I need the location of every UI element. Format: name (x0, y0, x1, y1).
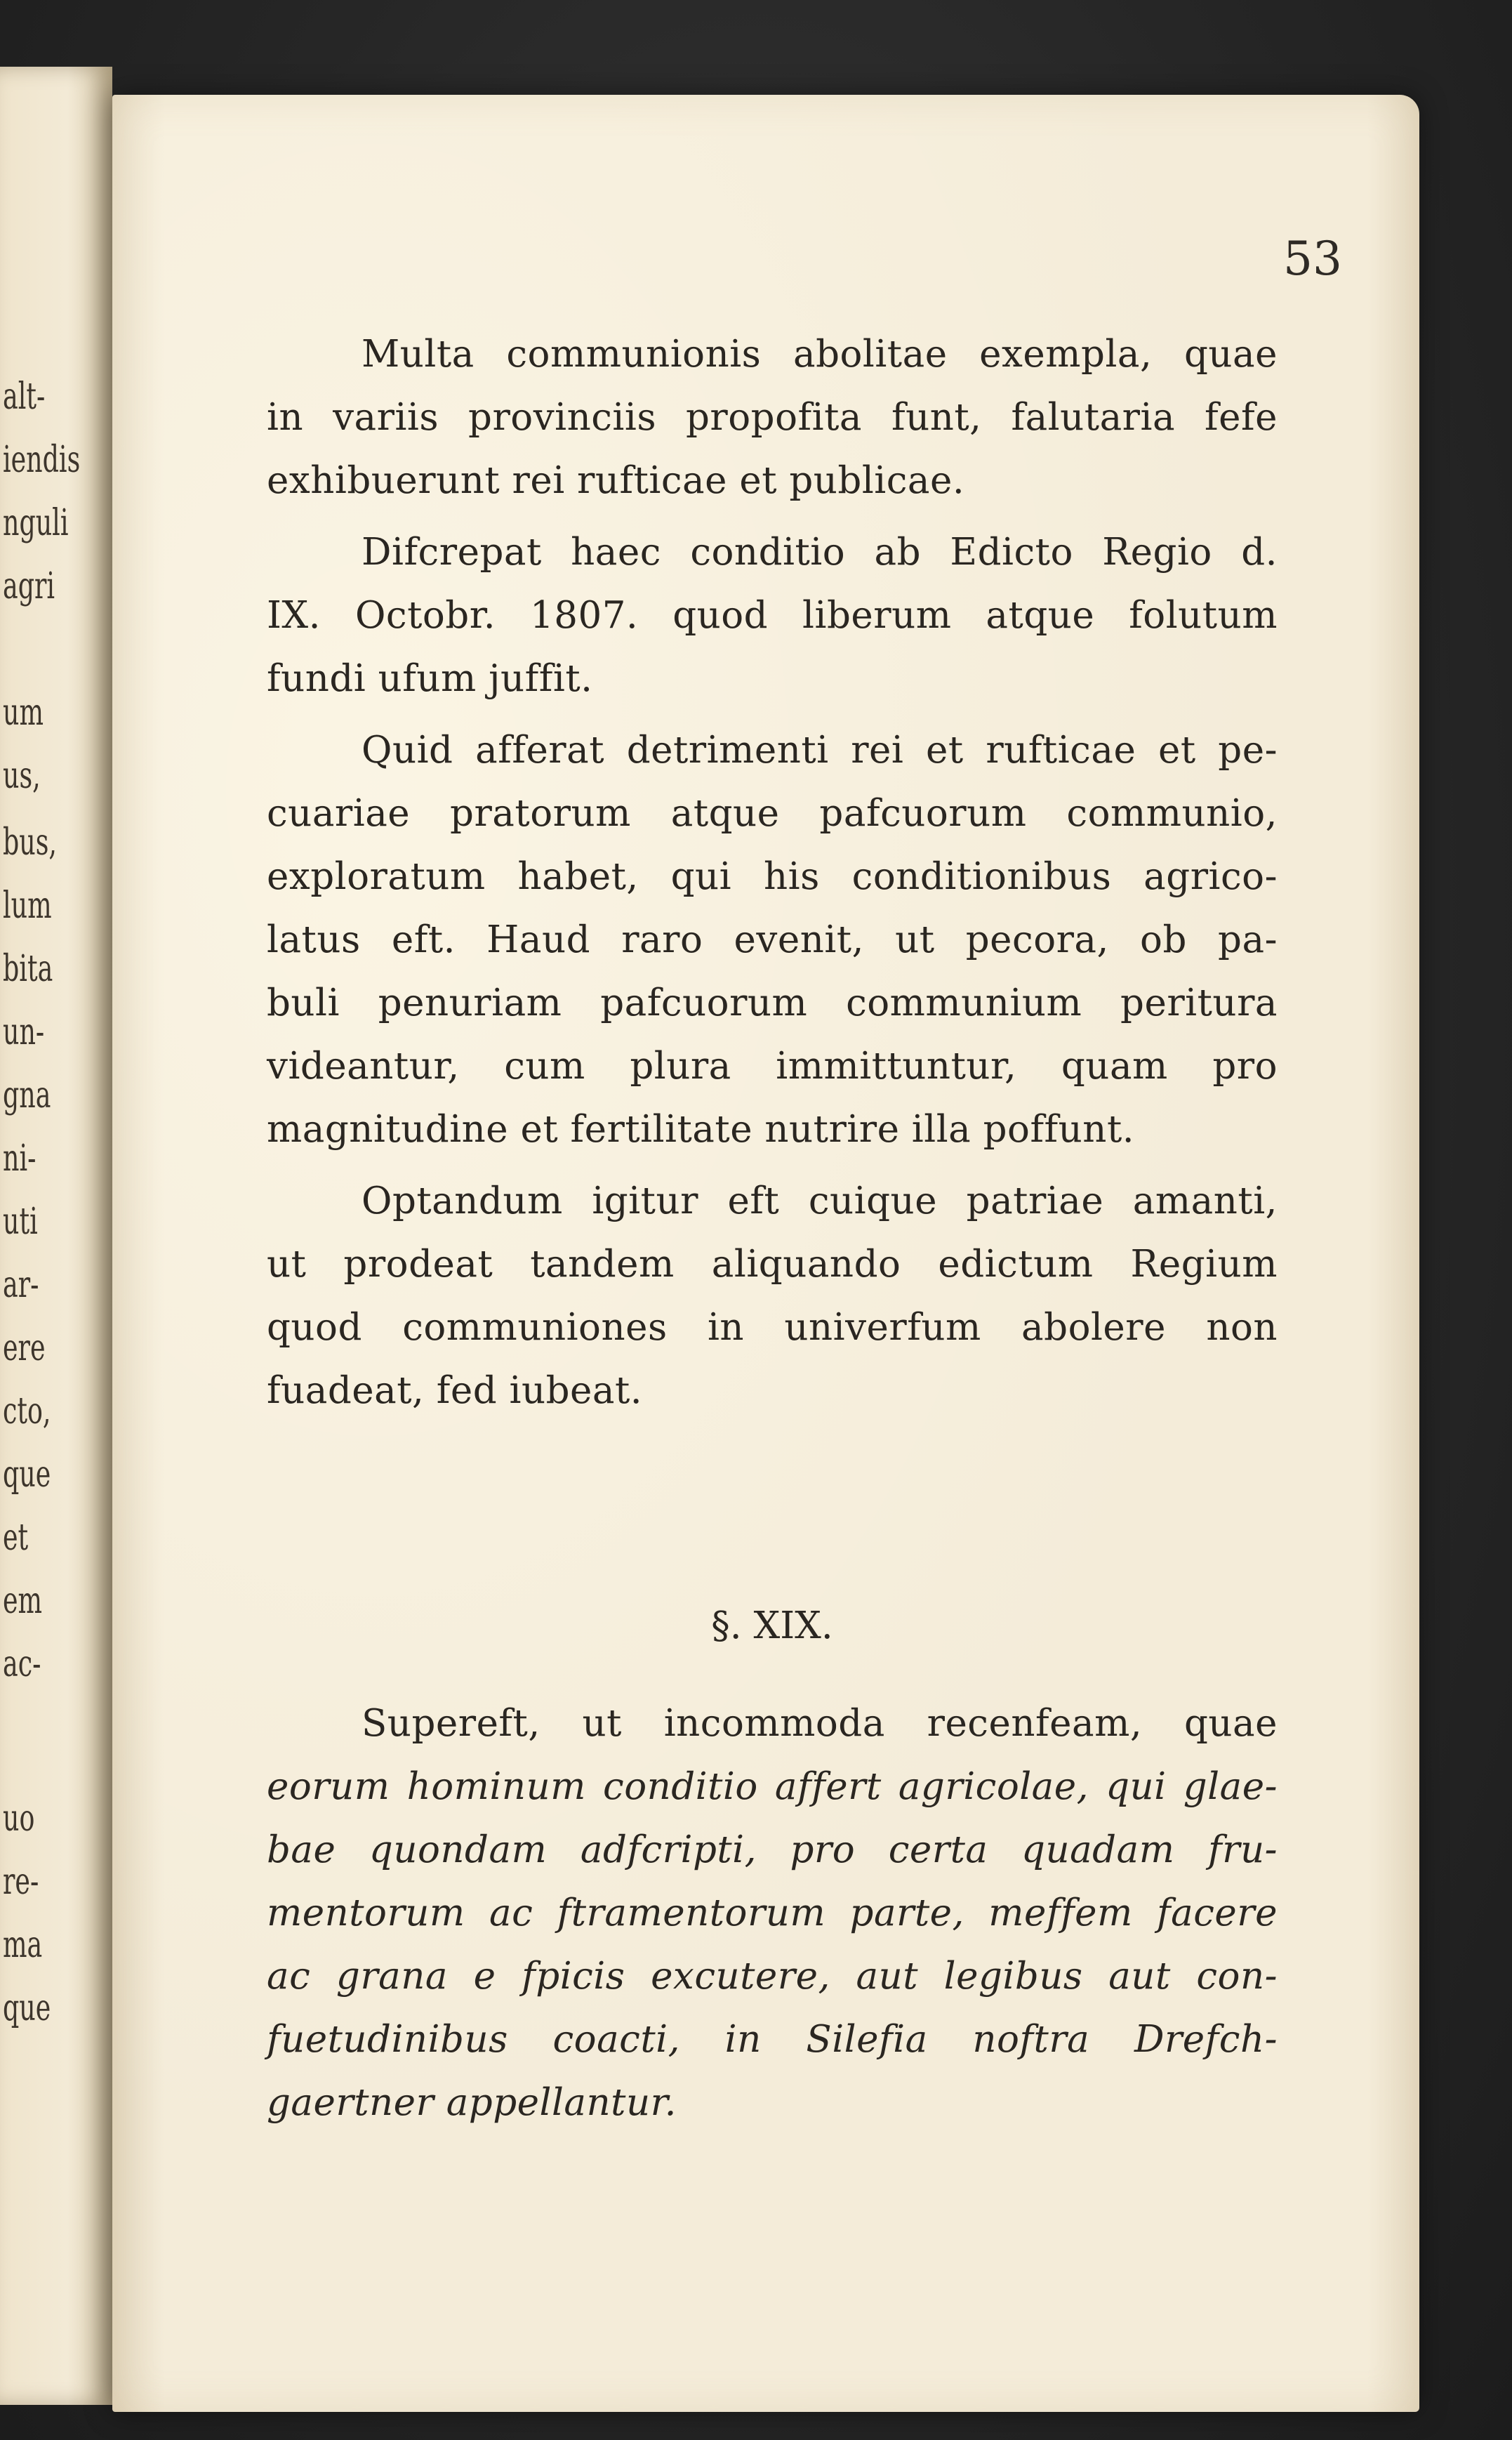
left-fragment: ni- (3, 1137, 37, 1180)
left-fragment: iendis (3, 439, 81, 481)
left-fragment: ar- (3, 1264, 39, 1306)
left-fragment: et (3, 1517, 29, 1559)
paragraph-4 (267, 1170, 1278, 1423)
left-fragment: bus, (3, 822, 57, 864)
left-fragment: uti (3, 1201, 38, 1243)
left-fragment: bita (3, 948, 53, 990)
left-fragment: cto, (3, 1390, 51, 1432)
text-line: gaertner appellantur. (267, 2081, 677, 2124)
text-line: bae quondam adfcripti, pro certa quadam fru- (267, 1828, 1278, 1871)
text-line: magnitudine et fertilitate nutrire illa poffunt. (267, 1108, 1135, 1151)
text-line: IX. Octobr. 1807. quod liberum atque folutum (267, 594, 1278, 637)
left-fragment: que (3, 1453, 51, 1496)
section-heading: §. XIX. (711, 1604, 833, 1647)
left-page-edge (0, 67, 112, 2405)
text-line: fundi ufum juffit. (267, 657, 593, 700)
text-line: Quid afferat detrimenti rei et rufticae et pe- (362, 729, 1278, 772)
text-line-content: Difcrepat haec conditio ab Edicto Regio d. (362, 531, 1278, 574)
text-line: in variis provinciis propofita funt, falutaria fefe (267, 396, 1278, 439)
left-fragment: ac- (3, 1643, 41, 1685)
left-fragment: que (3, 1987, 51, 2029)
text-line: quod communiones in univerfum abolere non (267, 1306, 1278, 1349)
left-fragment: nguli (3, 502, 69, 544)
text-line: exhibuerunt rei rufticae et publicae. (267, 459, 965, 502)
text-line (267, 521, 1278, 584)
paragraph-1 (267, 323, 1278, 513)
left-fragment: gna (3, 1074, 51, 1116)
left-fragment: um (3, 692, 44, 734)
text-line: Optandum igitur eft cuique patriae amanti, (362, 1180, 1278, 1222)
paragraph-5 (267, 1692, 1278, 2135)
text-line: videantur, cum plura immittuntur, quam pro (267, 1045, 1278, 1088)
text-line: ut prodeat tandem aliquando edictum Regium (267, 1243, 1278, 1286)
text-line: latus eft. Haud raro evenit, ut pecora, ob pa- (267, 918, 1278, 961)
text-line: mentorum ac ftramentorum parte, meffem facere (267, 1892, 1278, 1934)
left-fragment: un- (3, 1011, 45, 1053)
body-text-section (267, 1692, 1278, 2135)
text-line: cuariae pratorum atque pafcuorum communio, (267, 792, 1278, 835)
left-fragment: ma (3, 1924, 43, 1966)
left-fragment: agri (3, 565, 55, 607)
text-line: exploratum habet, qui his conditionibus agrico- (267, 855, 1278, 898)
text-line: fuadeat, fed iubeat. (267, 1369, 643, 1412)
book-page (112, 95, 1419, 2412)
body-text (267, 323, 1278, 1423)
text-line: buli penuriam pafcuorum communium peritura (267, 982, 1278, 1024)
text-line: ac grana e fpicis excutere, aut legibus aut con- (267, 1955, 1278, 1998)
paragraph-2 (267, 521, 1278, 711)
page-number: 53 (1283, 232, 1342, 286)
paragraph-3 (267, 719, 1278, 1161)
left-fragment: lum (3, 885, 52, 927)
text-line: eorum hominum conditio affert agricolae, qui glae- (267, 1765, 1278, 1808)
left-fragment: alt- (3, 376, 46, 418)
text-line: Multa communionis abolitae exempla, quae (362, 333, 1278, 376)
left-fragment: re- (3, 1861, 39, 1903)
left-fragment: us, (3, 755, 41, 797)
left-fragment: uo (3, 1798, 35, 1840)
text-line: Supereft, ut incommoda recenfeam, quae (362, 1702, 1278, 1745)
left-fragment: ere (3, 1327, 46, 1369)
left-fragment: em (3, 1580, 43, 1622)
text-line: fuetudinibus coacti, in Silefia noftra Drefch- (267, 2018, 1278, 2061)
